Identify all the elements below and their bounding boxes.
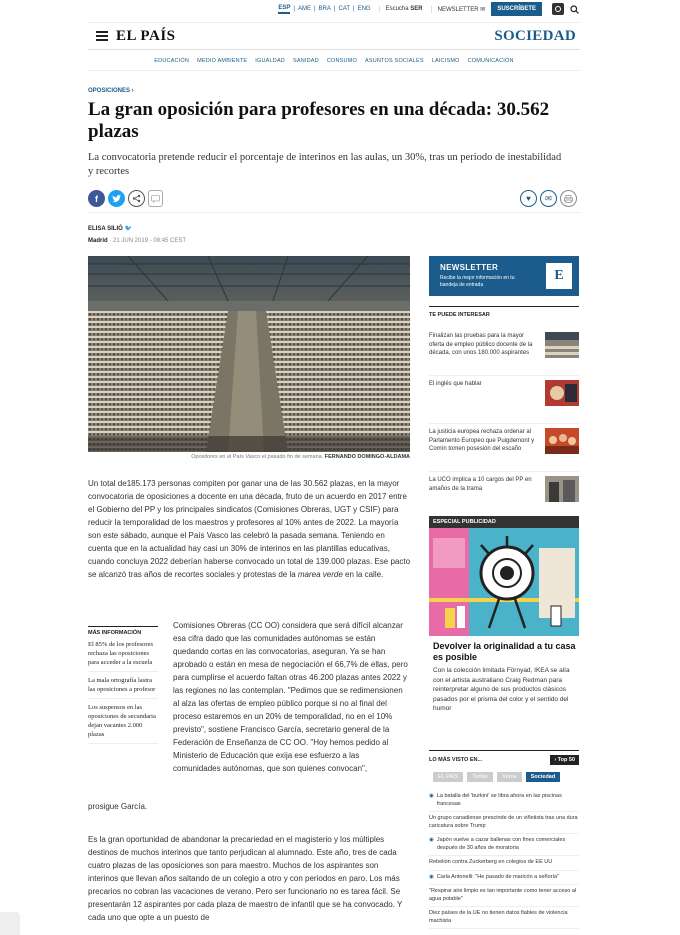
article-paragraph-3: Es la gran oportunidad de abandonar la precariedad en el magisterio y los múltiples destinos de muchos interinos que tanto perjudican al alumnado. Este año, tres de cada cuatro plazas de las oposiciones son para maestro. Muchos de los aspirantes son interinos que llevan años saltando de un colegio a otro y con periodos en paro. Los más precarios no cobran las vacaciones de verano. Pero ser funcionario no es tarea fácil. Se presentarán 12 aspirantes por cada plaza de maestro de infantil que se ha convocado. Y cada uno que opte a un puesto de: [88, 835, 403, 922]
more-info-link[interactable]: El 85% de los profesores rechaza las oposiciones para acceder a la escuela: [88, 640, 158, 672]
newsletter-title: NEWSLETTER: [440, 263, 499, 272]
article-paragraph-1: Un total de185.173 personas compiten por ganar una de las 30.562 plazas, en la mayor convocatoria de oposiciones a docente en una década, fruto de un acuerdo en 2017 entre el Gobierno del PP y los principales sindicatos (Comisiones Obreras, UGT y CSIF) para reducir la temporalidad de los maestros y profesores al 10% antes de 2022. La mayoría son este sábado, aunque el País Vasco las celebró la pasada semana. Teniendo en cuenta que en la actualidad hay casi un 30% de interinos en las plantillas educativas, cuando concluya 2022 deberían haberse convocado un total de 139.000 plazas. Ese pacto se alcanzó tras años de recortes sociales y protestas de la marea verde en la calle.: [88, 479, 411, 579]
promo-illustration: [429, 528, 579, 636]
most-viewed-title: LO MÁS VISTO EN...: [429, 757, 483, 763]
most-viewed-item[interactable]: Rebelión contra Zuckerberg en colegios de EE UU: [429, 856, 579, 871]
most-viewed-item[interactable]: Diez países de la UE no tienen datos fiables de violencia machista: [429, 907, 579, 929]
article-actions: [520, 190, 577, 207]
menu-icon[interactable]: [96, 31, 108, 41]
interest-item[interactable]: La UCO implica a 10 cargos del PP en amaños de la trama: [429, 472, 579, 520]
subnav-item-asuntos-sociales[interactable]: ASUNTOS SOCIALES: [364, 58, 424, 64]
camera-icon: ◉: [429, 793, 434, 799]
interest-thumbnail: [545, 332, 579, 358]
interest-list: [429, 328, 579, 520]
edition-bra[interactable]: BRA: [318, 6, 331, 12]
most-viewed-item[interactable]: "Respirar aire limpio es tan importante como tener acceso al agua potable": [429, 885, 579, 907]
email-icon[interactable]: ✉: [540, 190, 557, 207]
share-icon[interactable]: [128, 190, 145, 207]
interest-title: TE PUEDE INTERESAR: [429, 306, 579, 318]
most-viewed-header: [429, 750, 579, 765]
edition-selector: ESP | AME | BRA | CAT | ENG: [278, 4, 371, 12]
most-viewed-list: [429, 790, 579, 929]
mail-icon: ✉: [480, 6, 486, 13]
subnav-item-educacion[interactable]: EDUCACIÓN: [154, 58, 190, 64]
share-bar: [88, 190, 163, 207]
interest-thumbnail: [545, 428, 579, 454]
more-info-link[interactable]: La mala ortografía lastra las oposiciones a profesor: [88, 676, 158, 699]
photo-caption: Opositores en el País Vasco el pasado fin de semana. FERNANDO DOMINGO-ALDAMA: [191, 454, 410, 460]
sponsored-promo[interactable]: [429, 516, 579, 636]
search-icon[interactable]: [568, 3, 580, 15]
article-headline: La gran oposición para profesores en una década: 30.562 plazas: [88, 99, 550, 142]
author-byline[interactable]: ELISA SILIÓ 🐦: [88, 226, 132, 232]
tab-sociedad[interactable]: Sociedad: [526, 772, 560, 782]
print-icon[interactable]: [560, 190, 577, 207]
most-viewed-item[interactable]: ◉ Japón vuelve a cazar ballenas con fines comerciales después de 30 años de moratoria: [429, 834, 579, 856]
interest-thumbnail: [545, 476, 579, 502]
top50-button[interactable]: › Top 50: [550, 755, 579, 765]
dateline-place: Madrid: [88, 238, 108, 244]
subscribe-button[interactable]: SUSCRÍBETE: [491, 2, 542, 16]
photo-credit: FERNANDO DOMINGO-ALDAMA: [324, 454, 410, 460]
edition-ame[interactable]: AME: [297, 6, 311, 12]
article-subhead: La convocatoria pretende reducir el porcentaje de interinos en las aulas, un 30%, tras un periodo de inestabilidad y recortes: [88, 152, 562, 177]
section-subnav: [88, 58, 580, 71]
most-viewed-tabs: [433, 772, 560, 782]
camera-icon: ◉: [429, 873, 434, 880]
edition-cat[interactable]: CAT: [338, 6, 350, 12]
more-info-link[interactable]: Los suspensos en las oposiciones de secundaria dejan vacantes 2.000 plazas: [88, 703, 158, 744]
edition-esp[interactable]: ESP: [278, 5, 290, 14]
sponsored-label: ESPECIAL PUBLICIDAD: [429, 516, 579, 528]
escucha-ser-link[interactable]: Escucha SER: [379, 6, 423, 12]
dateline-date: · 21 JUN 2019 - 08:45 CEST: [109, 238, 187, 244]
favorite-icon[interactable]: ♥: [520, 190, 537, 207]
tab-twitter[interactable]: Twitter: [467, 772, 493, 782]
newsletter-box[interactable]: [429, 256, 579, 296]
subnav-item-sanidad[interactable]: SANIDAD: [292, 58, 319, 64]
ser-logo: SER: [410, 6, 423, 12]
promo-title[interactable]: Devolver la originalidad a tu casa es posible: [433, 641, 576, 662]
scroll-tab[interactable]: [0, 912, 20, 935]
more-info-box: [88, 626, 158, 748]
tab-el-pais[interactable]: EL PAÍS: [433, 772, 463, 782]
most-viewed-item[interactable]: ◉ Carla Antonelli: "He pasado de maricón a señoría": [429, 871, 579, 886]
promo-text: Con la colección limitada Förnyad, IKEA se alía con el artista australiano Craig Redman para reinterpretar alguno de sus productos clásicos pasados por el prisma del color y el sentido del humor: [433, 667, 570, 712]
most-viewed-item[interactable]: Un grupo canadiense prescinde de un viñetista tras una dura caricatura sobre Trump: [429, 812, 579, 834]
article-paragraph-2-tail: prosigue García.: [88, 802, 148, 811]
interest-item[interactable]: Finalizan las pruebas para la mayor oferta de empleo público docente de la década, con unos 180.000 aspirantes: [429, 328, 579, 376]
interest-item[interactable]: El inglés que hablar: [429, 376, 579, 424]
more-info-title: MÁS INFORMACIÓN: [88, 630, 142, 636]
el-pais-logo[interactable]: EL PAÍS: [116, 27, 176, 44]
comments-icon[interactable]: [148, 190, 163, 207]
subnav-item-laicismo[interactable]: LAICISMO: [431, 58, 460, 64]
newsletter-link[interactable]: NEWSLETTER ✉: [431, 6, 486, 13]
interest-item[interactable]: La justicia europea rechaza ordenar al Parlamento Europeo que Puigdemont y Comín tomen posesión del escaño: [429, 424, 579, 472]
divider: [88, 212, 580, 213]
top-bar: [88, 0, 580, 18]
newsletter-text: Recibe la mejor información en tu bandeja de entrada: [440, 275, 515, 288]
el-pais-e-icon: E: [546, 263, 572, 289]
article-paragraph-2: Comisiones Obreras (CC OO) considera que será difícil alcanzar esa cifra dado que las comunidades autónomas se están quedando cortas en las convocatorias, aseguran. Ya se han aprobado o están en mesa de negociación el 66,7% de ellas, pero para cumplirse el acuerdo faltan otras 46.200 plazas antes 2022 y las regiones no las contemplan. "Pedimos que se redimensionen al alza las ofertas de empleo público porque si no al final del proceso estaremos en un 20% de temporalidad, no en el 10% previsto", sostiene Francisco García, secretario general de la Federación de Enseñanza de CC OO. "Hoy hemos pedido al Ministerio de Educación que exija ese esfuerzo a las comunidades autónomas, que son quienes convocan",: [173, 621, 408, 773]
twitter-share-icon[interactable]: [108, 190, 125, 207]
user-icon[interactable]: [552, 3, 564, 15]
edition-eng[interactable]: ENG: [357, 6, 371, 12]
subnav-item-igualdad[interactable]: IGUALDAD: [255, 58, 285, 64]
article-photo: [88, 256, 410, 452]
subnav-item-medio-ambiente[interactable]: MEDIO AMBIENTE: [197, 58, 248, 64]
facebook-share-icon[interactable]: f: [88, 190, 105, 207]
subnav-item-comunicacion[interactable]: COMUNICACIÓN: [467, 58, 514, 64]
breadcrumb[interactable]: OPOSICIONES ›: [88, 88, 134, 94]
most-viewed-item[interactable]: ◉ La batalla del 'burkini' se libra ahora en las piscinas francesas: [429, 790, 579, 812]
section-title[interactable]: SOCIEDAD: [494, 27, 576, 44]
marea-verde-link[interactable]: marea verde: [297, 570, 343, 579]
interest-thumbnail: [545, 380, 579, 406]
camera-icon: ◉: [429, 837, 434, 843]
site-header: [88, 22, 580, 50]
tab-verne[interactable]: Verne: [497, 772, 521, 782]
subnav-item-consumo[interactable]: CONSUMO: [326, 58, 357, 64]
twitter-icon[interactable]: 🐦: [124, 226, 132, 232]
dateline: [88, 238, 186, 244]
